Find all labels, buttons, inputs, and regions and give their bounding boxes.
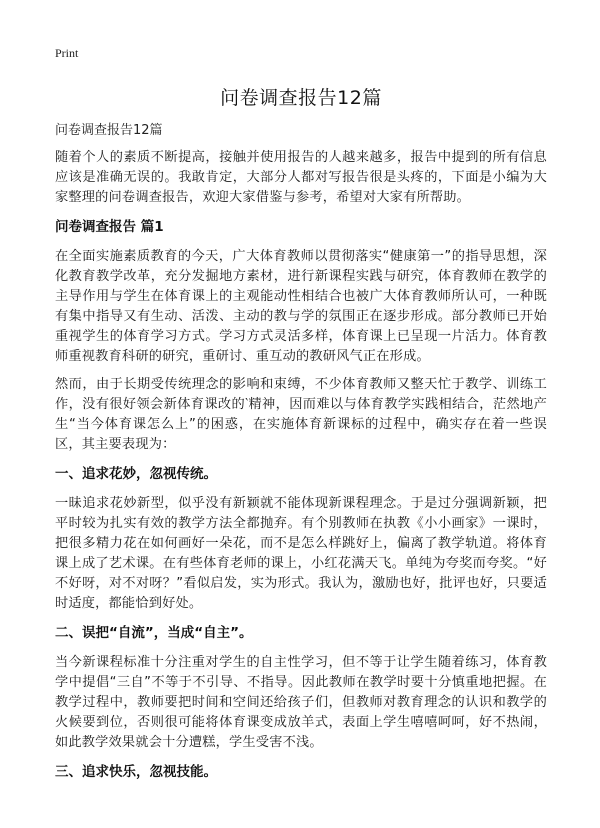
- section-heading-1: 问卷调查报告 篇1: [55, 219, 164, 235]
- print-label: Print: [55, 46, 79, 60]
- section-heading-2: 一、追求花妙，忽视传统。: [55, 466, 217, 482]
- section-heading-3: 二、误把“自流”，当成“自主”。: [55, 625, 253, 641]
- section-2-paragraph-1: 一昧追求花妙新型，似乎没有新颖就不能体现新课程理念。于是过分强调新颖，把平时较为扎实有效的教学方法全都抛弃。有个别教师在执教《小小画家》一课时，把很多精力花在如何画好一朵花，而不是怎么样跳好上，偏离了教学轨道。将体育课上成了艺术课。在有些体育老师的课上，小红花满天飞。单纯为夸奖而夸奖。“好不好呀，对不对呀？”看似启发，实为形式。我认为，激励也好，批评也好，只要适时适度，都能恰到好处。: [55, 496, 547, 611]
- section-1-paragraph-2: 然而，由于长期受传统理念的影响和束缚，不少体育教师又整天忙于教学、训练工作，没有很好领会新体育课改的‵精神，因而难以与体育教学实践相结合，茫然地产生“当今体育课怎么上”的困惑，在实施体育新课标的过程中，确实存在着一些误区，其主要表现为：: [55, 377, 547, 452]
- section-heading-4: 三、追求快乐，忽视技能。: [55, 764, 217, 780]
- section-1-paragraph-1: 在全面实施素质教育的今天，广大体育教师以贯彻落实“健康第一”的指导思想，深化教育教学改革，充分发掘地方素材，进行新课程实践与研究，体育教师在教学的主导作用与学生在体育课上的主观能动性相结合也被广大体育教师所认可，一种既有集中指导又有生动、活泼、主动的教与学的氛围正在逐步形成。部分教师已开始重视学生的体育学习方式。学习方式灵活多样，体育课上已呈现一片活力。体育教师重视教育科研的研究，重研讨、重互动的教研风气正在形成。: [55, 249, 547, 364]
- intro-paragraph: 随着个人的素质不断提高，接触并使用报告的人越来越多，报告中提到的所有信息应该是准确无误的。我敢肯定，大部分人都对写报告很是头疼的，下面是小编为大家整理的问卷调查报告，欢迎大家借鉴与参考，希望对大家有所帮助。: [55, 150, 547, 205]
- page-title: 问卷调查报告12篇: [220, 87, 382, 109]
- section-3-paragraph-1: 当今新课程标准十分注重对学生的自主性学习，但不等于让学生随着练习，体育教学中提倡“三自”不等于不引导、不指导。因此教师在教学时要十分慎重地把握。在教学过程中，教师要把时间和空间还给孩子们，但教师对教育理念的认识和教学的火候要到位，否则很可能将体育课变成放羊式，表面上学生嘻嘻呵呵，好不热闹，如此教学效果就会十分遭糕，学生受害不浅。: [55, 655, 547, 750]
- document-subtitle: 问卷调查报告12篇: [55, 123, 163, 138]
- document-body: [55, 148, 547, 792]
